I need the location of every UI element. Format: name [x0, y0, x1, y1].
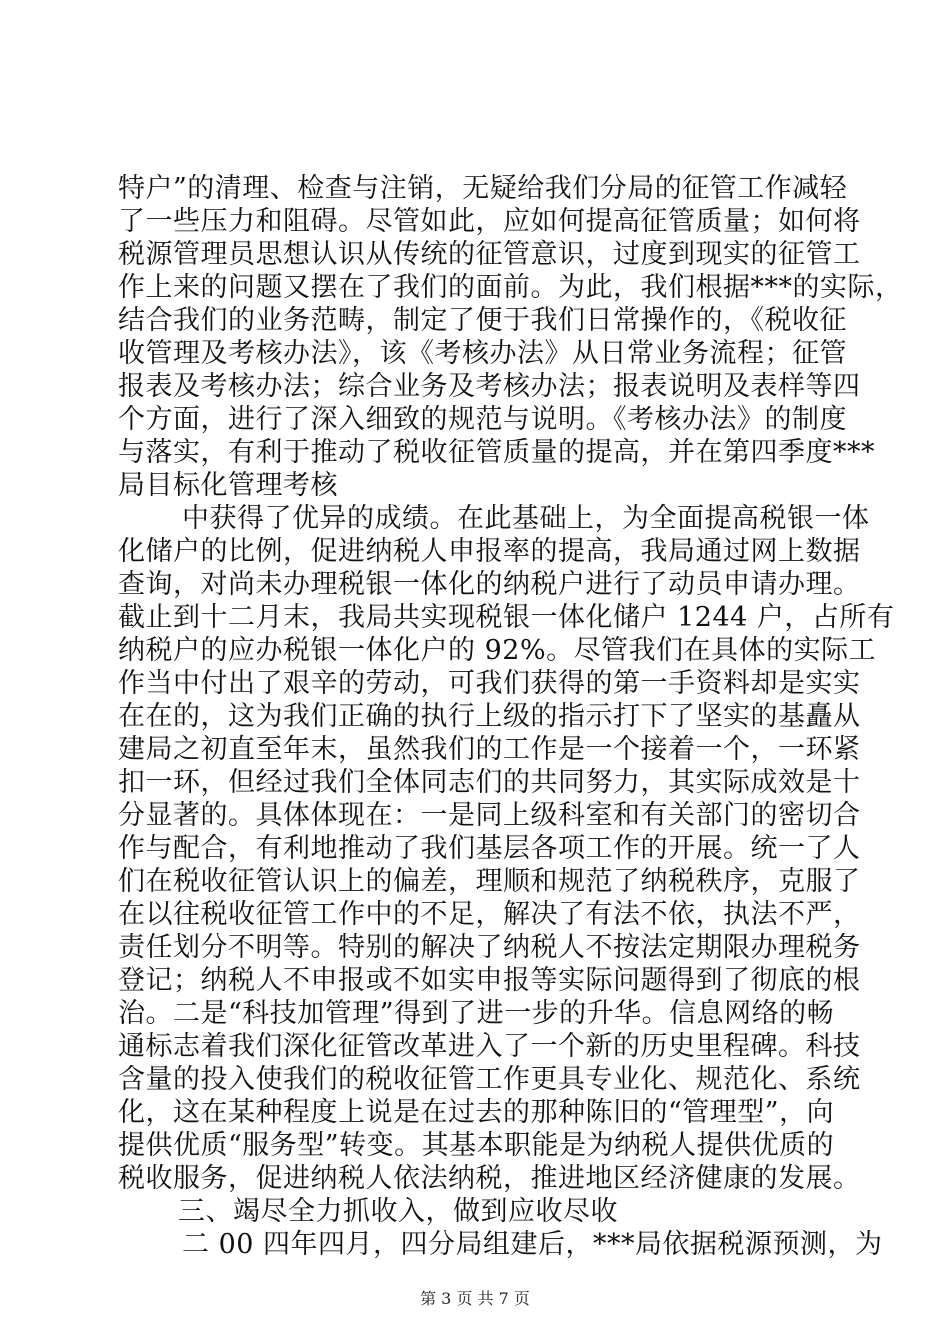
- paragraph-first-line: 中获得了优异的成绩。在此基础上，为全面提高税银一体: [182, 503, 870, 534]
- text-line: 纳税户的应办税银一体化户的 92%。尽管我们在具体的实际工: [118, 635, 877, 666]
- text-line: 提供优质“服务型”转变。其基本职能是为纳税人提供优质的: [118, 1130, 835, 1161]
- text-line: 税收服务，促进纳税人依法纳税，推进地区经济健康的发展。: [118, 1163, 861, 1194]
- text-line: 税源管理员思想认识从传统的征管意识，过度到现实的征管工: [118, 239, 861, 270]
- text-line: 了一些压力和阻碍。尽管如此，应如何提高征管质量；如何将: [118, 206, 861, 237]
- page-number-footer: 第 3 页 共 7 页: [420, 1289, 530, 1308]
- text-line: 化储户的比例，促进纳税人申报率的提高，我局通过网上数据: [118, 536, 861, 567]
- text-line: 分显著的。具体体现在：一是同上级科室和有关部门的密切合: [118, 800, 861, 831]
- text-line: 局目标化管理考核: [118, 470, 338, 501]
- text-line: 报表及考核办法；综合业务及考核办法；报表说明及表样等四: [118, 371, 861, 402]
- text-line: 治。二是“科技加管理”得到了进一步的升华。信息网络的畅: [118, 998, 835, 1029]
- text-line: 在在的，这为我们正确的执行上级的指示打下了坚实的基矗从: [118, 701, 861, 732]
- text-line: 查询，对尚未办理税银一体化的纳税户进行了动员申请办理。: [118, 569, 861, 600]
- text-line: 们在税收征管认识上的偏差，理顺和规范了纳税秩序，克服了: [118, 866, 861, 897]
- text-line: 建局之初直至年末，虽然我们的工作是一个接着一个，一环紧: [118, 734, 861, 765]
- text-line: 收管理及考核办法》，该《考核办法》从日常业务流程；征管: [118, 338, 847, 369]
- text-line: 作与配合，有利地推动了我们基层各项工作的开展。统一了人: [118, 833, 861, 864]
- text-line: 通标志着我们深化征管改革进入了一个新的历史里程碑。科技: [118, 1031, 861, 1062]
- paragraph-first-line: 二 00 四年四月，四分局组建后，***局依据税源预测，为: [182, 1229, 883, 1260]
- text-line: 含量的投入使我们的税收征管工作更具专业化、规范化、系统: [118, 1064, 861, 1095]
- text-line: 扣一环，但经过我们全体同志们的共同努力，其实际成效是十: [118, 767, 861, 798]
- text-line: 化，这在某种程度上说是在过去的那种陈旧的“管理型”，向: [118, 1097, 835, 1128]
- text-line: 结合我们的业务范畴，制定了便于我们日常操作的，《税收征: [118, 305, 847, 336]
- text-line: 登记；纳税人不申报或不如实申报等实际问题得到了彻底的根: [118, 965, 861, 996]
- text-line: 在以往税收征管工作中的不足，解决了有法不依，执法不严，: [118, 899, 861, 930]
- text-line: 与落实，有利于推动了税收征管质量的提高，并在第四季度***: [118, 437, 875, 468]
- text-line: 个方面，进行了深入细致的规范与说明。《考核办法》的制度: [118, 404, 847, 435]
- text-line: 特户”的清理、检查与注销，无疑给我们分局的征管工作减轻: [118, 173, 848, 204]
- text-line: 责任划分不明等。特别的解决了纳税人不按法定期限办理税务: [118, 932, 861, 963]
- text-line: 截止到十二月末，我局共实现税银一体化储户 1244 户，占所有: [118, 602, 895, 633]
- text-line: 作上来的问题又摆在了我们的面前。为此，我们根据***的实际，: [118, 272, 903, 303]
- text-line: 作当中付出了艰辛的劳动，可我们获得的第一手资料却是实实: [118, 668, 861, 699]
- section-heading: 三、竭尽全力抓收入，做到应收尽收: [178, 1196, 618, 1227]
